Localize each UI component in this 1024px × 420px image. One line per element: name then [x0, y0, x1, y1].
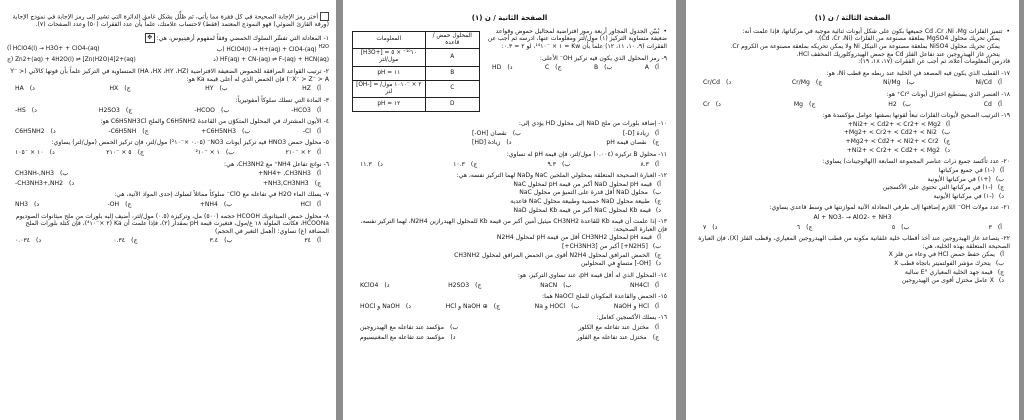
table-row — [353, 66, 480, 80]
option-a[interactable]: أ)Cd — [983, 100, 1002, 108]
question-13: ١٣- إذا علمت أن قيمة Kb للقاعدة CH3NH2 ميثيل أمين أكبر من قيمة Kb للمحلول الهيدرازين N2H4، لهما التركيز نفسه، فإن العبارة الصحيحة: — [360, 218, 667, 233]
page-title: الصفحة الثانية / ن (١) — [471, 14, 548, 22]
option-a[interactable]: أ)قيمة pH لمحلول NaD أكبر من قيمة pH لمحلول NaC — [513, 180, 661, 188]
question-15-options — [360, 303, 659, 311]
option-c[interactable]: ج)⊕ NaOH و HCl — [445, 302, 500, 310]
option-d[interactable]: د)Cr/Cd — [703, 79, 732, 87]
question-1-row-cd — [7, 56, 329, 64]
question-17: ١٧- القطب الذي يكون فيه المصعد في الخلية عند ربطه مع قطب Ni، هو: — [826, 69, 1010, 77]
option-a[interactable]: أ)(-١) في جميع مركباتها — [938, 166, 1004, 174]
circle-plus-icon: ⊕ — [482, 302, 488, 310]
option-c[interactable]: ج)نقصان قيمة pH — [606, 139, 659, 147]
table-header-row — [353, 31, 480, 48]
question-10-options-row2 — [472, 139, 659, 147]
question-8-options — [15, 237, 321, 245]
move-handle-icon[interactable]: ✥ — [145, 33, 155, 43]
intro-line: يتحرر غاز الهيدروجين عند تفاعل الفلز Cd مع حمض الهيدروكلوريك المخفف HCl. — [796, 50, 1000, 58]
option-b[interactable]: ب)٣.٤ — [209, 237, 233, 245]
page2-intro: •يُبيّن الجدول المجاور أربعة رموز افتراضية لمحاليل حموض وقواعد ضعيفة متساوية التركيز (١) مول/لتر ومعلومات عنها، ادرسه ثم أجب عن الفقرات (٩، ١٠، ١١، ١٢) علماً بأن Kw = ١ × ⁻¹⁴١٠، لو ٢ = ٠.٣: — [487, 27, 667, 50]
question-6-options-row2 — [15, 180, 321, 188]
option-d[interactable]: د)مؤكسد عند تفاعله مع المغنيسيوم — [360, 333, 456, 341]
option-a[interactable]: أ)٢ × ⁻٢١٠ — [285, 148, 321, 156]
option-b-eq-b: ب) HClO4(l) → H+(aq) + ClO4-(aq) $^{H2O}$ — [216, 44, 329, 53]
table-row — [353, 49, 480, 66]
question-10: ١٠- إضافة بلورات من ملح NaD إلى محلول HD يؤدي إلى: — [518, 120, 667, 128]
option-d[interactable]: د)١١.٣ — [360, 160, 383, 168]
option-d[interactable]: د)٧ — [703, 223, 718, 231]
page1-intro-text: أختر رمز الإجابة الصحيحة في كل فقرة مما يأتي، ثم ظلِّل بشكل غامق الدائرة التي تشير إلى رمز الإجابة في نموذج الإجابة (ورقة القارئ الضوئي) فهو النموذج المعتمد (فقط) لاحتساب علامتك، علماً بأن عدد الفقرات (٥٠) وعدد الصفحات (٧). — [12, 13, 329, 29]
question-9-options — [492, 64, 659, 72]
option-c[interactable]: ج)C6H5NH- — [108, 127, 149, 135]
table-cell-solution: A — [425, 49, 479, 66]
bullet-icon: • — [1006, 27, 1010, 35]
question-6-options-row1 — [15, 170, 321, 178]
option-a[interactable]: أ)NH4+ ,CH3NH3+ — [258, 170, 321, 178]
question-2: ٢- ترتيب القواعد المرافقة للحموض الضعيفة الافتراضية (HA ،HX ،HY ،HZ) المتساوية في التركيز علماً بأن قوتها كالآتي (Y⁻ > X⁻ > Z⁻ > A⁻) فإن الحمض الذي له أعلى قيمة Ka هو: — [10, 68, 329, 83]
option-b[interactable]: ب)NH4+ — [199, 201, 233, 209]
question-1-text: ١- المعادلة التي تفسِّر السلوك الحمضي وفقاً لمفهوم أرهينيوس، هي: — [156, 34, 329, 42]
option-a[interactable]: أ)زيادة [D-] — [622, 129, 659, 137]
equation-a: HClO4(l) → H3O+ + ClO4-(aq) — [12, 45, 100, 52]
option-c[interactable]: ج)١٠.٣ — [453, 160, 478, 168]
option-b[interactable]: ب)مؤكسد عند تفاعله مع الهيدروجين — [360, 323, 459, 331]
table-cell-solution: B — [425, 66, 479, 80]
question-3: ٣- المادة التي تسلك سلوكاً أمفوتيرياً: — [235, 96, 329, 104]
question-1 — [7, 33, 329, 43]
option-d[interactable]: د)٠.٠٣٤ — [15, 237, 42, 245]
equation-b: HClO4(l) → H+(aq) + ClO4-(aq) — [226, 46, 317, 53]
question-4: ٤- الأيون المشترك في المحلول المتكوّن من القاعدة C6H5NH2 والملح C6H5NH3Cl هو: — [100, 118, 329, 126]
question-22: ٢٢- يتصاعد غاز الهيدروجين عند أخذ أقطاب خلية غلفانية مكونة من قطب الهيدروجين المعياري، وقطب الفلز (X)، فإن العبارة الصحيحة المتعلقة بهذه الخلية، هي: — [698, 235, 1010, 250]
option-a[interactable]: أ)HCl و NaOH — [613, 302, 659, 310]
option-a[interactable]: أ)مختزل عند تفاعله مع الكلور — [578, 323, 659, 331]
option-a[interactable]: أ)Ni/Cd — [975, 79, 1002, 87]
page3-intro — [695, 28, 1010, 66]
option-b[interactable]: ب)(+١) في مركباتها الأيونية — [927, 175, 1004, 183]
question-7-options — [15, 201, 321, 209]
question-3-options — [15, 107, 321, 115]
option-b[interactable]: ب)نقصان [OH-] — [472, 129, 521, 137]
option-d[interactable]: د)١٠ × ⁻١٠٥ — [15, 148, 55, 156]
question-18-options — [703, 101, 1002, 109]
question-16: ١٦- يسلك الأكسجين كعامل: — [596, 314, 667, 322]
exam-page-1 — [0, 0, 336, 420]
option-b-eq: (أ HClO4(l) → H3O+ + ClO4-(aq) — [7, 44, 100, 52]
option-a[interactable]: أ)HCl — [300, 201, 321, 209]
question-7: ٧- يسلك الماء H2O في تفاعله مع ClO⁻ سلوكاً مماثلاً لسلوك إحدى المواد الآتية، هي: — [114, 191, 329, 199]
exam-page-3 — [686, 0, 1019, 420]
option-c[interactable]: ج)٥ × ⁻٢١٠ — [106, 148, 144, 156]
option-c[interactable]: ج)C — [544, 64, 562, 72]
exam-page-2 — [343, 0, 676, 420]
table-cell-info: [OH-] = ٢ × ⁻١٠١٠ مول/لتر — [353, 80, 426, 97]
question-1-row-ab — [7, 45, 329, 54]
option-b[interactable]: ب)يتحرك مؤشر الفولتميتر باتجاه قطب X — [894, 259, 1004, 267]
option-d[interactable]: د)Cr — [703, 100, 721, 108]
option-c[interactable]: ج)H2SO3 — [448, 281, 482, 289]
option-c[interactable]: ج)NH3,CH3NH3+ — [262, 179, 321, 187]
question-11-options — [360, 161, 659, 169]
question-9: ٩- رمز المحلول الذي يكون فيه تركيز OH⁻ الأعلى: — [539, 54, 667, 62]
option-a[interactable]: أ)A — [644, 64, 659, 72]
option-d[interactable]: د)HD — [492, 64, 513, 72]
question-10-options-row1 — [472, 130, 659, 138]
option-a[interactable]: أ)Ni2+ < Cd2+ < Cr2+ < Mg2+ — [847, 120, 950, 128]
option-b[interactable]: ب)HOCl و Na — [534, 302, 580, 310]
option-a[interactable]: أ)HZ — [302, 85, 321, 93]
option-d[interactable]: د)NH3 — [15, 201, 40, 209]
option-b[interactable]: ب)٩.٣ — [547, 160, 571, 168]
question-12: ١٢- العبارة الصحيحة المتعلقة بمحلولي الملحين NaC وNaD لهما التركيز نفسه، هي: — [456, 172, 667, 180]
option-d[interactable]: د)[OH-] متساوٍ في المحلولين — [580, 260, 661, 268]
table-cell-info: [H3O+] = ٥ × ⁻¹⁰١٠ مول/لتر — [353, 49, 426, 66]
equation-d: HF(aq) + CN-(aq) ⇌ F-(aq) + HCN(aq) — [220, 56, 329, 63]
option-d[interactable]: د)Ni2+ < Cr2+ < Cd2+ < Mg2+ — [846, 146, 950, 154]
option-c[interactable]: ج)OH- — [107, 201, 132, 209]
water-label: H2O — [318, 44, 329, 50]
question-11: ١١- محلول B تركيزه (٠.٠٠٤) مول/لتر، فإن قيمة pH له تساوي: — [506, 150, 667, 158]
question-18: ١٨- العنصر الذي يستطيع اختزال أيونات Cr²⁺ هو: — [886, 91, 1010, 99]
question-20: ٢٠- عدد تأكسد جميع ذرات عناصر المجموعة السابعة (الهالوجينات) يساوي: — [822, 158, 1010, 166]
table-header-solution: المحلول حمض / قاعدة — [425, 31, 479, 48]
option-b[interactable]: ب)C6H5NH3+ — [201, 127, 251, 135]
option-a[interactable]: أ)٣ — [988, 223, 1002, 231]
option-c[interactable]: ج)(-١) في مركباتها التي تحتوي على الأكسجين — [882, 184, 1004, 192]
option-c[interactable]: ج)٠.٣٤ — [113, 237, 138, 245]
table-row — [353, 98, 480, 112]
option-c[interactable]: ج)طبيعة محلول NaD حمضية وطبيعة محلول NaC قاعدية — [510, 198, 661, 206]
question-21-options — [703, 224, 1002, 232]
question-17-options — [703, 79, 1002, 87]
option-d[interactable]: د)HS- — [15, 106, 37, 114]
option-c[interactable]: ج)Mg — [793, 100, 816, 108]
option-a[interactable]: أ)قيمة pH لمحلول CH3NH2 أقل من قيمة pH لمحلول N2H4 — [496, 234, 661, 242]
option-d[interactable]: د)(-١) في مركباتها الأيونية — [933, 192, 1004, 200]
page1-intro — [7, 12, 329, 29]
option-b[interactable]: ب)[N2H5+] أكبر من [CH3NH3+] — [561, 243, 661, 251]
option-a[interactable]: أ)Cl- — [302, 127, 321, 135]
question-21-equation: Al + NO3- → AlO2- + NH3 — [813, 213, 892, 221]
question-16-options-row1 — [360, 324, 659, 332]
option-b[interactable]: ب)HCOO- — [194, 106, 230, 114]
question-5-options — [15, 149, 321, 157]
option-d-eq: د) HF(aq) + CN-(aq) ⇌ F-(aq) + HCN(aq) — [213, 55, 329, 63]
solutions-table — [352, 31, 480, 112]
intro-line: فادرس المعلومات أعلاه، ثم أجب عن الفقرات (١٧، ١٨، ١٩): — [858, 58, 1010, 66]
option-d[interactable]: د)KClO4 — [360, 281, 390, 289]
question-19: ١٩- الترتيب الصحيح لأيونات الفلزات تبعاً لقوتها بصفتها عوامل مؤكسدة هو: — [822, 112, 1010, 120]
option-a[interactable]: أ)يمكن حفظ حمض HCl في وعاء من فلز X — [888, 251, 1004, 259]
option-b[interactable]: ب)H2 — [888, 100, 911, 108]
option-b[interactable]: ب)NaCN — [540, 281, 572, 289]
option-b[interactable]: ب)٥ — [891, 223, 910, 231]
option-b[interactable]: ب)CH3NH-,NH3 — [15, 170, 69, 178]
intro-line: يمكن تحريك محلول MgSO4 بملعقة مصنوعة من الفلزات (Cd ،Cr ،Ni). — [817, 35, 1000, 43]
option-b[interactable]: ب)B — [593, 64, 613, 72]
option-a[interactable]: أ)NH4Cl — [629, 281, 659, 289]
option-c[interactable]: ج)Cr/Mg — [791, 79, 823, 87]
option-a[interactable]: أ)٨.٣ — [640, 160, 659, 168]
option-b[interactable]: ب)Ni/Mg — [883, 79, 915, 87]
option-b[interactable]: ب)HY — [205, 85, 228, 93]
option-c-eq: ج) Zn2+(aq) + 4H2O(l) ⇌ [Zn(H2O)4]2+(aq) — [7, 55, 136, 63]
option-d[interactable]: د)HA — [15, 85, 35, 93]
question-15: ١٥- الحمض والقاعدة المكونان للملح NaOCl هما: — [542, 293, 667, 301]
table-cell-info: pH = ١١ — [353, 66, 426, 80]
table-row — [353, 80, 480, 97]
question-8: ٨- محلول حمض الميثانويك HCOOH حجمه (٥٠٠) مل، وتركيزه (٠.٥) مول/لتر، أضيف إليه بلورات من ملح ميثانوات الصوديوم HCOONa، فكانت الملولة ١٨ غ/مول، فتغيرت قيمة pH بمقدار (٢)، فإذا علمت أن Ka (٢ ×⁻⁴١٠)، فإن كتلة بلورات الملح المضافة (غ) تساوي: (أهمل التغير في الحجم) — [15, 212, 329, 235]
option-b[interactable]: ب)محلول NaD أقل قدرة على التميؤ من محلول NaC — [519, 189, 661, 197]
page-title: الصفحة الثالثة / ن (١) — [814, 14, 891, 22]
option-a[interactable]: أ)HCO3- — [291, 106, 321, 114]
option-b[interactable]: ب)١ × ⁻²١٠ — [195, 148, 235, 156]
question-4-options — [15, 128, 321, 136]
checkbox-marker[interactable] — [320, 12, 329, 21]
option-c[interactable]: ج)HX — [109, 85, 131, 93]
option-c[interactable]: ج)الحمض المرافق لمحلول N2H4 أقوى من الحمض المرافق لمحلول CH3NH2 — [454, 251, 661, 259]
option-c[interactable]: ج)مختزل عند تفاعله مع الفلور — [576, 333, 659, 341]
question-5: ٥- محلول حمض HNO3 فيه تركيز أيونات NO3⁻ (٠.٠٥ ×⁻²١٠) مول/لتر، فإن تركيز الحمض (مول/لتر) يساوي: — [51, 139, 329, 147]
option-d[interactable]: د)C6H5NH2 — [15, 127, 56, 135]
question-6: ٦- نواتج تفاعل NH4⁺ مع CH3NH2، هي: — [224, 160, 329, 168]
question-16-options-row2 — [360, 334, 659, 342]
option-d[interactable]: د)زيادة [HD] — [472, 139, 512, 147]
option-c[interactable]: ج)٦ — [796, 223, 813, 231]
bullet-icon: • — [663, 27, 667, 35]
option-b[interactable]: ب)Mg2+ < Cr2+ < Cd2+ < Ni2+ — [843, 129, 950, 137]
intro-line: يمكن تحريك محلول NiSO4 بملعقة مصنوعة من النيكل Ni ولا يمكن تحريكه بملعقة مصنوعة من الكروم Cr. — [730, 42, 1000, 50]
question-14-options — [360, 282, 659, 290]
option-c[interactable]: ج)H2SO3 — [98, 106, 133, 114]
table-cell-solution: D — [425, 98, 479, 112]
option-d[interactable]: د)CH3NH3+,NH2- — [15, 179, 75, 187]
option-c[interactable]: ج)قيمة جهد الخلية المعياري °E سالبة — [904, 268, 1004, 276]
option-d[interactable]: د)قيمة Kb لمحلول NaC أكبر من قيمة Kb لمحلول NaD — [513, 206, 661, 214]
option-a[interactable]: أ)٣٤ — [304, 237, 321, 245]
table-cell-info: pH = ١٢ — [353, 98, 426, 112]
question-21: ٢١- عدد مولات OH⁻ اللازم إضافتها إلى طرفي المعادلة الآتية لموازنتها في وسط قاعدي يساوي: — [769, 204, 1010, 212]
table-cell-solution: C — [425, 80, 479, 97]
equation-c: Zn2+(aq) + 4H2O(l) ⇌ [Zn(H2O)4]2+(aq) — [15, 56, 136, 63]
option-d[interactable]: د)X عامل مختزل أقوى من الهيدروجين — [901, 277, 1004, 285]
question-2-options — [15, 85, 321, 93]
intro-line: •تتميز الفلزات Cd ،Cr ،Ni ،Mg جميعها بكون على شكل أيونات ثنائية موجبة في مركباتها، فإذا علمت أنه: — [742, 27, 1010, 35]
question-14: ١٤- المحلول الذي له أقل قيمة pH، عند تساوي التركيز، هو: — [517, 271, 667, 279]
option-d[interactable]: د)NaOH و HOCl — [360, 302, 411, 310]
table-header-info: المعلومات — [353, 31, 426, 48]
option-c[interactable]: ج)Mg2+ < Cd2+ < Ni2+ < Cr2+ — [845, 138, 950, 146]
